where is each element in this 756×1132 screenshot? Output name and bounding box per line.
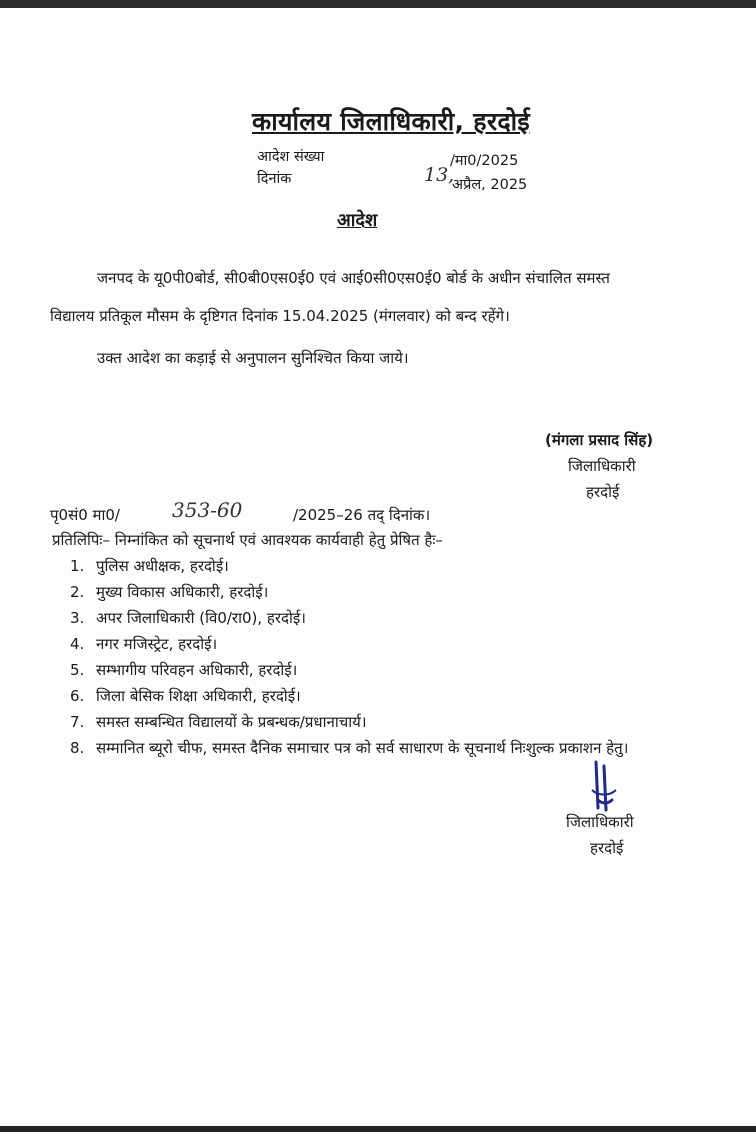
signoff-designation: जिलाधिकारी [566,813,634,831]
compliance-paragraph: उक्त आदेश का कड़ाई से अनुपालन सुनिश्चित किया जाये। [97,349,409,367]
copy-to-line: प्रतिलिपिः– निम्नांकित को सूचनार्थ एवं आवश्यक कार्यवाही हेतु प्रेषित हैः– [52,531,443,549]
date-handwritten: 13, [424,164,455,186]
reference-prefix: पृ0सं0 मा0/ [50,506,120,524]
list-item: 2. मुख्य विकास अधिकारी, हरदोई। [70,583,269,601]
date-label: दिनांक [257,171,292,187]
order-number-label: आदेश संख्या [257,149,325,165]
order-paragraph-line2: विद्यालय प्रतिकूल मौसम के दृष्टिगत दिनांक 15.04.2025 (मंगलवार) को बन्द रहेंगे। [50,307,510,325]
order-heading: आदेश [337,210,378,231]
reference-suffix: /2025–26 तद् दिनांक। [293,506,431,524]
list-item: 8. सम्मानित ब्यूरो चीफ, समस्त दैनिक समाचार पत्र को सर्व साधारण के सूचनार्थ निःशुल्क प्रकाशन हेतु। [70,739,629,757]
recipient-list [70,553,720,787]
signatory-designation: जिलाधिकारी [568,457,636,475]
list-item: 6. जिला बेसिक शिक्षा अधिकारी, हरदोई। [70,687,301,705]
list-item: 7. समस्त सम्बन्धित विद्यालयों के प्रबन्धक/प्रधानाचार्य। [70,713,367,731]
signatory-name: (मंगला प्रसाद सिंह) [545,431,654,449]
list-item: 1. पुलिस अधीक्षक, हरदोई। [70,557,229,575]
signature-mark [586,760,622,820]
signatory-place: हरदोई [586,483,620,501]
photo-edge-shadow [0,1126,756,1132]
signoff-place: हरदोई [590,839,624,857]
list-item: 3. अपर जिलाधिकारी (वि0/रा0), हरदोई। [70,609,306,627]
office-title: कार्यालय जिलाधिकारी, हरदोई [252,107,531,136]
date-value: अप्रैल, 2025 [452,177,528,193]
list-item: 5. सम्भागीय परिवहन अधिकारी, हरदोई। [70,661,298,679]
order-paragraph-line1: जनपद के यू0पी0बोर्ड, सी0बी0एस0ई0 एवं आई0सी0एस0ई0 बोर्ड के अधीन संचालित समस्त [97,269,610,287]
order-number-value: /मा0/2025 [450,153,519,169]
list-item: 4. नगर मजिस्ट्रेट, हरदोई। [70,635,218,653]
document-page [0,8,756,1132]
reference-handwritten-number: 353-60 [172,498,243,522]
